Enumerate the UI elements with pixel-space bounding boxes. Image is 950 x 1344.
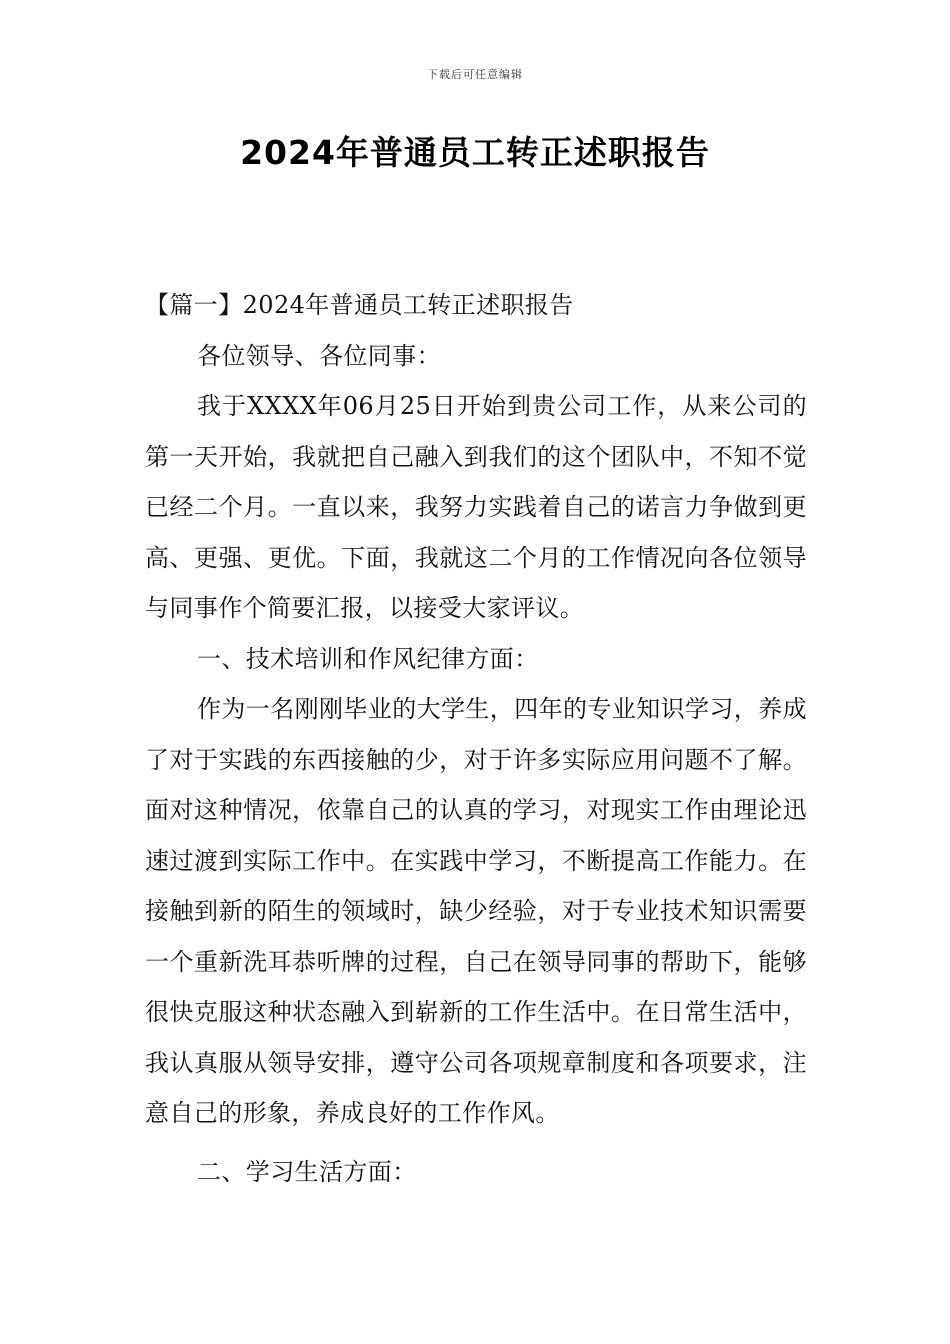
- header-note: 下载后可任意编辑: [427, 68, 523, 81]
- intro-paragraph: 我于XXXX年06月25日开始到贵公司工作，从来公司的第一天开始，我就把自己融入到我们的这个团队中，不知不觉已经二个月。一直以来，我努力实践着自己的诺言力争做到更高、更强、更优。下面，我就这二个月的工作情况向各位领导与同事作个简要汇报，以接受大家评议。: [145, 392, 807, 622]
- salutation: 各位领导、各位同事：: [197, 341, 441, 370]
- heading-study-life: 二、学习生活方面：: [197, 1157, 417, 1186]
- document-body: [145, 280, 807, 1197]
- heading-technical-training: 一、技术培训和作风纪律方面：: [197, 644, 539, 673]
- section-heading: 【篇一】2024年普通员工转正述职报告: [145, 291, 574, 319]
- paragraph-technical-training: 作为一名刚刚毕业的大学生，四年的专业知识学习，养成了对于实践的东西接触的少，对于许多实际应用问题不了解。面对这种情况，依靠自己的认真的学习，对现实工作由理论迅速过渡到实际工作中。在实践中学习，不断提高工作能力。在接触到新的陌生的领域时，缺少经验，对于专业技术知识需要一个重新洗耳恭听牌的过程，自己在领导同事的帮助下，能够很快克服这种状态融入到崭新的工作生活中。在日常生活中，我认真服从领导安排，遵守公司各项规章制度和各项要求，注意自己的形象，养成良好的工作作风。: [145, 695, 807, 1127]
- document-title: 2024年普通员工转正述职报告: [240, 133, 710, 172]
